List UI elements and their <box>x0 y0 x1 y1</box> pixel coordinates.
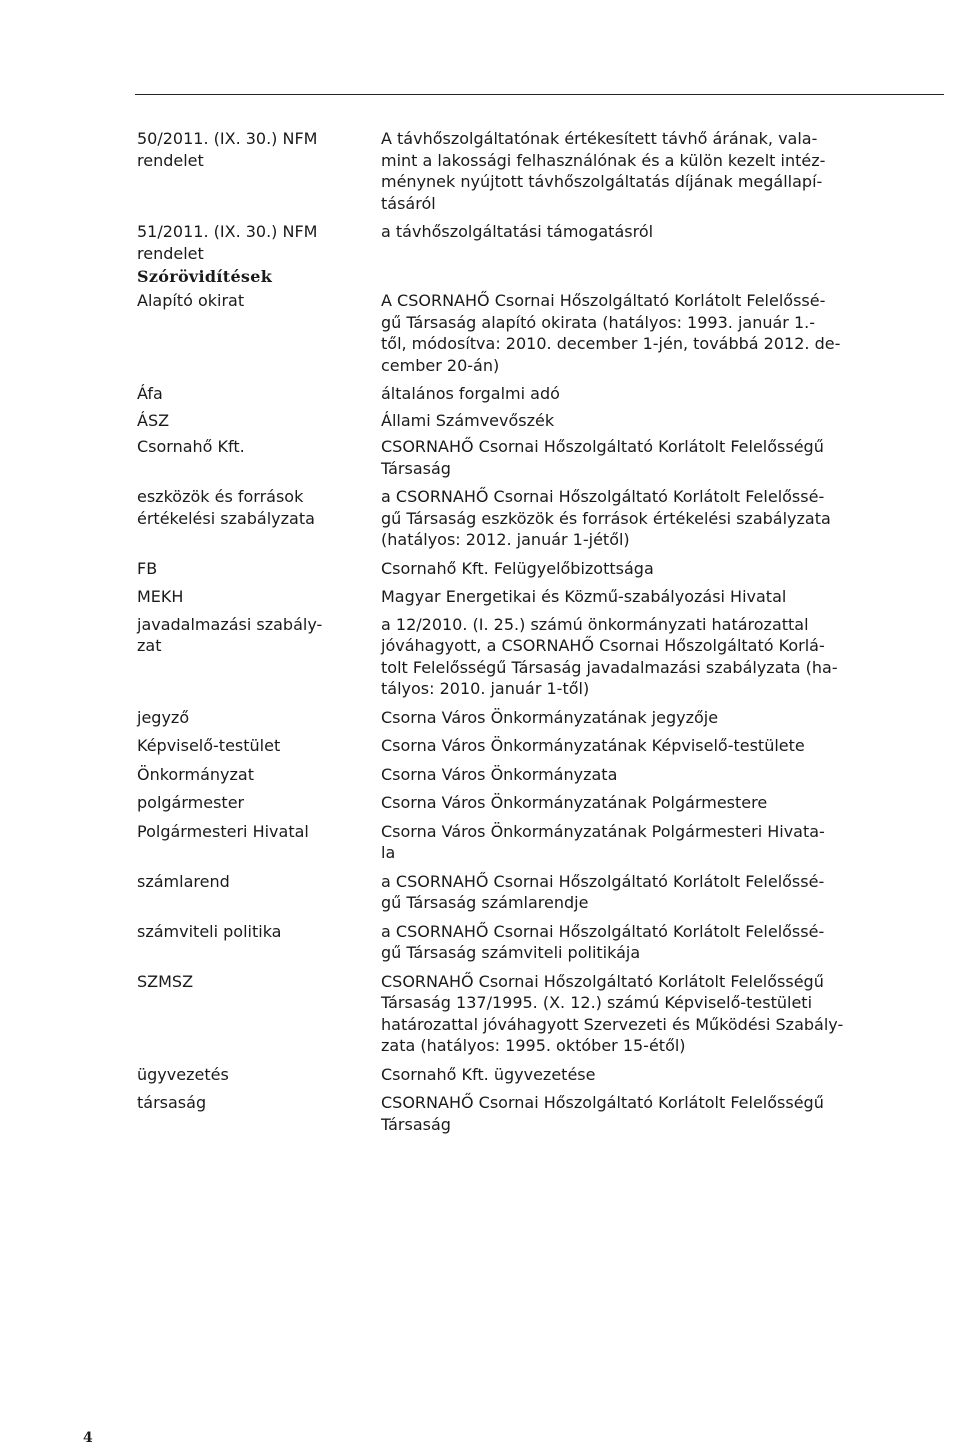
term: 51/2011. (IX. 30.) NFM rendelet <box>137 222 318 263</box>
description: Csorna Város Önkormányzatának Polgármesteri Hivata- la <box>381 821 825 862</box>
description: Csorna Város Önkormányzatának Képviselő-testülete <box>381 736 805 755</box>
term: FB <box>137 558 158 578</box>
row-eszkozok <box>137 486 937 551</box>
term: számlarend <box>137 871 230 891</box>
row-polgarmesteri-hivatal <box>137 821 937 864</box>
page-number: 4 <box>83 1430 93 1446</box>
term: eszközök és források értékelési szabályzata <box>137 487 315 528</box>
description: Magyar Energetikai és Közmű-szabályozási Hivatal <box>381 587 787 606</box>
abbreviation-list <box>137 128 937 1135</box>
description: CSORNAHŐ Csornai Hőszolgáltató Korlátolt Felelősségű Társaság <box>381 437 824 478</box>
row-fb <box>137 558 937 580</box>
description: a CSORNAHŐ Csornai Hőszolgáltató Korlátolt Felelőssé- gű Társaság eszközök és források értékelési szabályzata (hatályos: 2012. január 1-jétől) <box>381 487 831 549</box>
row-szamviteli-politika <box>137 921 937 964</box>
description: általános forgalmi adó <box>381 384 560 403</box>
row-javadalmazasi <box>137 614 937 700</box>
row-nfm-51 <box>137 221 937 264</box>
row-tarsasag <box>137 1092 937 1135</box>
section-heading: Szórövidítések <box>137 267 273 286</box>
term: Önkormányzat <box>137 764 254 784</box>
row-mekh <box>137 586 937 608</box>
row-szamlarend <box>137 871 937 914</box>
description: Csorna Város Önkormányzatának jegyzője <box>381 707 719 727</box>
row-alapito-okirat <box>137 290 937 376</box>
section-heading-row <box>137 266 937 288</box>
term: számviteli politika <box>137 921 282 941</box>
description: CSORNAHŐ Csornai Hőszolgáltató Korlátolt Felelősségű Társaság <box>381 1093 824 1134</box>
row-jegyzo <box>137 707 937 729</box>
row-asz <box>137 410 937 432</box>
description: a CSORNAHŐ Csornai Hőszolgáltató Korlátolt Felelőssé- gű Társaság számlarendje <box>381 871 825 912</box>
description: Csorna Város Önkormányzata <box>381 764 618 784</box>
description: Állami Számvevőszék <box>381 410 555 430</box>
term: Csornahő Kft. <box>137 437 245 456</box>
term: SZMSZ <box>137 971 194 991</box>
term: javadalmazási szabály- zat <box>137 614 323 655</box>
row-szmsz <box>137 971 937 1057</box>
term: ÁSZ <box>137 410 170 430</box>
row-kepviselo-testulet <box>137 735 937 757</box>
term: Képviselő-testület <box>137 736 281 755</box>
row-onkormanyzat <box>137 764 937 786</box>
term: 50/2011. (IX. 30.) NFM rendelet <box>137 129 318 170</box>
term: MEKH <box>137 587 184 606</box>
description: a 12/2010. (I. 25.) számú önkormányzati határozattal jóváhagyott, a CSORNAHŐ Csornai Hőszolgáltató Korlá- tolt Felelősségű Társaság javadalmazási szabályzata (ha- tályos: 2010. január 1-től) <box>381 614 838 698</box>
description: Csornahő Kft. Felügyelőbizottsága <box>381 558 654 578</box>
top-rule <box>135 94 944 95</box>
description: A CSORNAHŐ Csornai Hőszolgáltató Korlátolt Felelőssé- gű Társaság alapító okirata (hatályos: 1993. január 1.- től, módosítva: 2010. december 1-jén, továbbá 2012. de- cember 20-án) <box>381 291 841 375</box>
row-afa <box>137 383 937 405</box>
term: társaság <box>137 1093 207 1112</box>
term: jegyző <box>137 707 190 727</box>
term: Polgármesteri Hivatal <box>137 821 309 841</box>
row-ugyvezetes <box>137 1064 937 1086</box>
row-csornaho <box>137 436 937 479</box>
description: Csorna Város Önkormányzatának Polgármestere <box>381 793 768 812</box>
term: polgármester <box>137 793 245 812</box>
term: Alapító okirat <box>137 291 245 310</box>
term: Áfa <box>137 384 163 403</box>
description: a távhőszolgáltatási támogatásról <box>381 222 654 241</box>
description: Csornahő Kft. ügyvezetése <box>381 1064 596 1084</box>
description: CSORNAHŐ Csornai Hőszolgáltató Korlátolt Felelősségű Társaság 137/1995. (X. 12.) számú Képviselő-testületi határozattal jóváhagyott Szervezeti és Működési Szabály- zata (hatályos: 1995. október 15-étől) <box>381 971 844 1055</box>
term: ügyvezetés <box>137 1064 229 1084</box>
row-polgarmester <box>137 792 937 814</box>
row-nfm-50 <box>137 128 937 214</box>
description: A távhőszolgáltatónak értékesített távhő árának, vala- mint a lakossági felhasználónak és a külön kezelt intéz- ménynek nyújtott távhőszolgáltatás díjának megállapí- tásáról <box>381 129 826 213</box>
description: a CSORNAHŐ Csornai Hőszolgáltató Korlátolt Felelőssé- gű Társaság számviteli politikája <box>381 921 825 962</box>
